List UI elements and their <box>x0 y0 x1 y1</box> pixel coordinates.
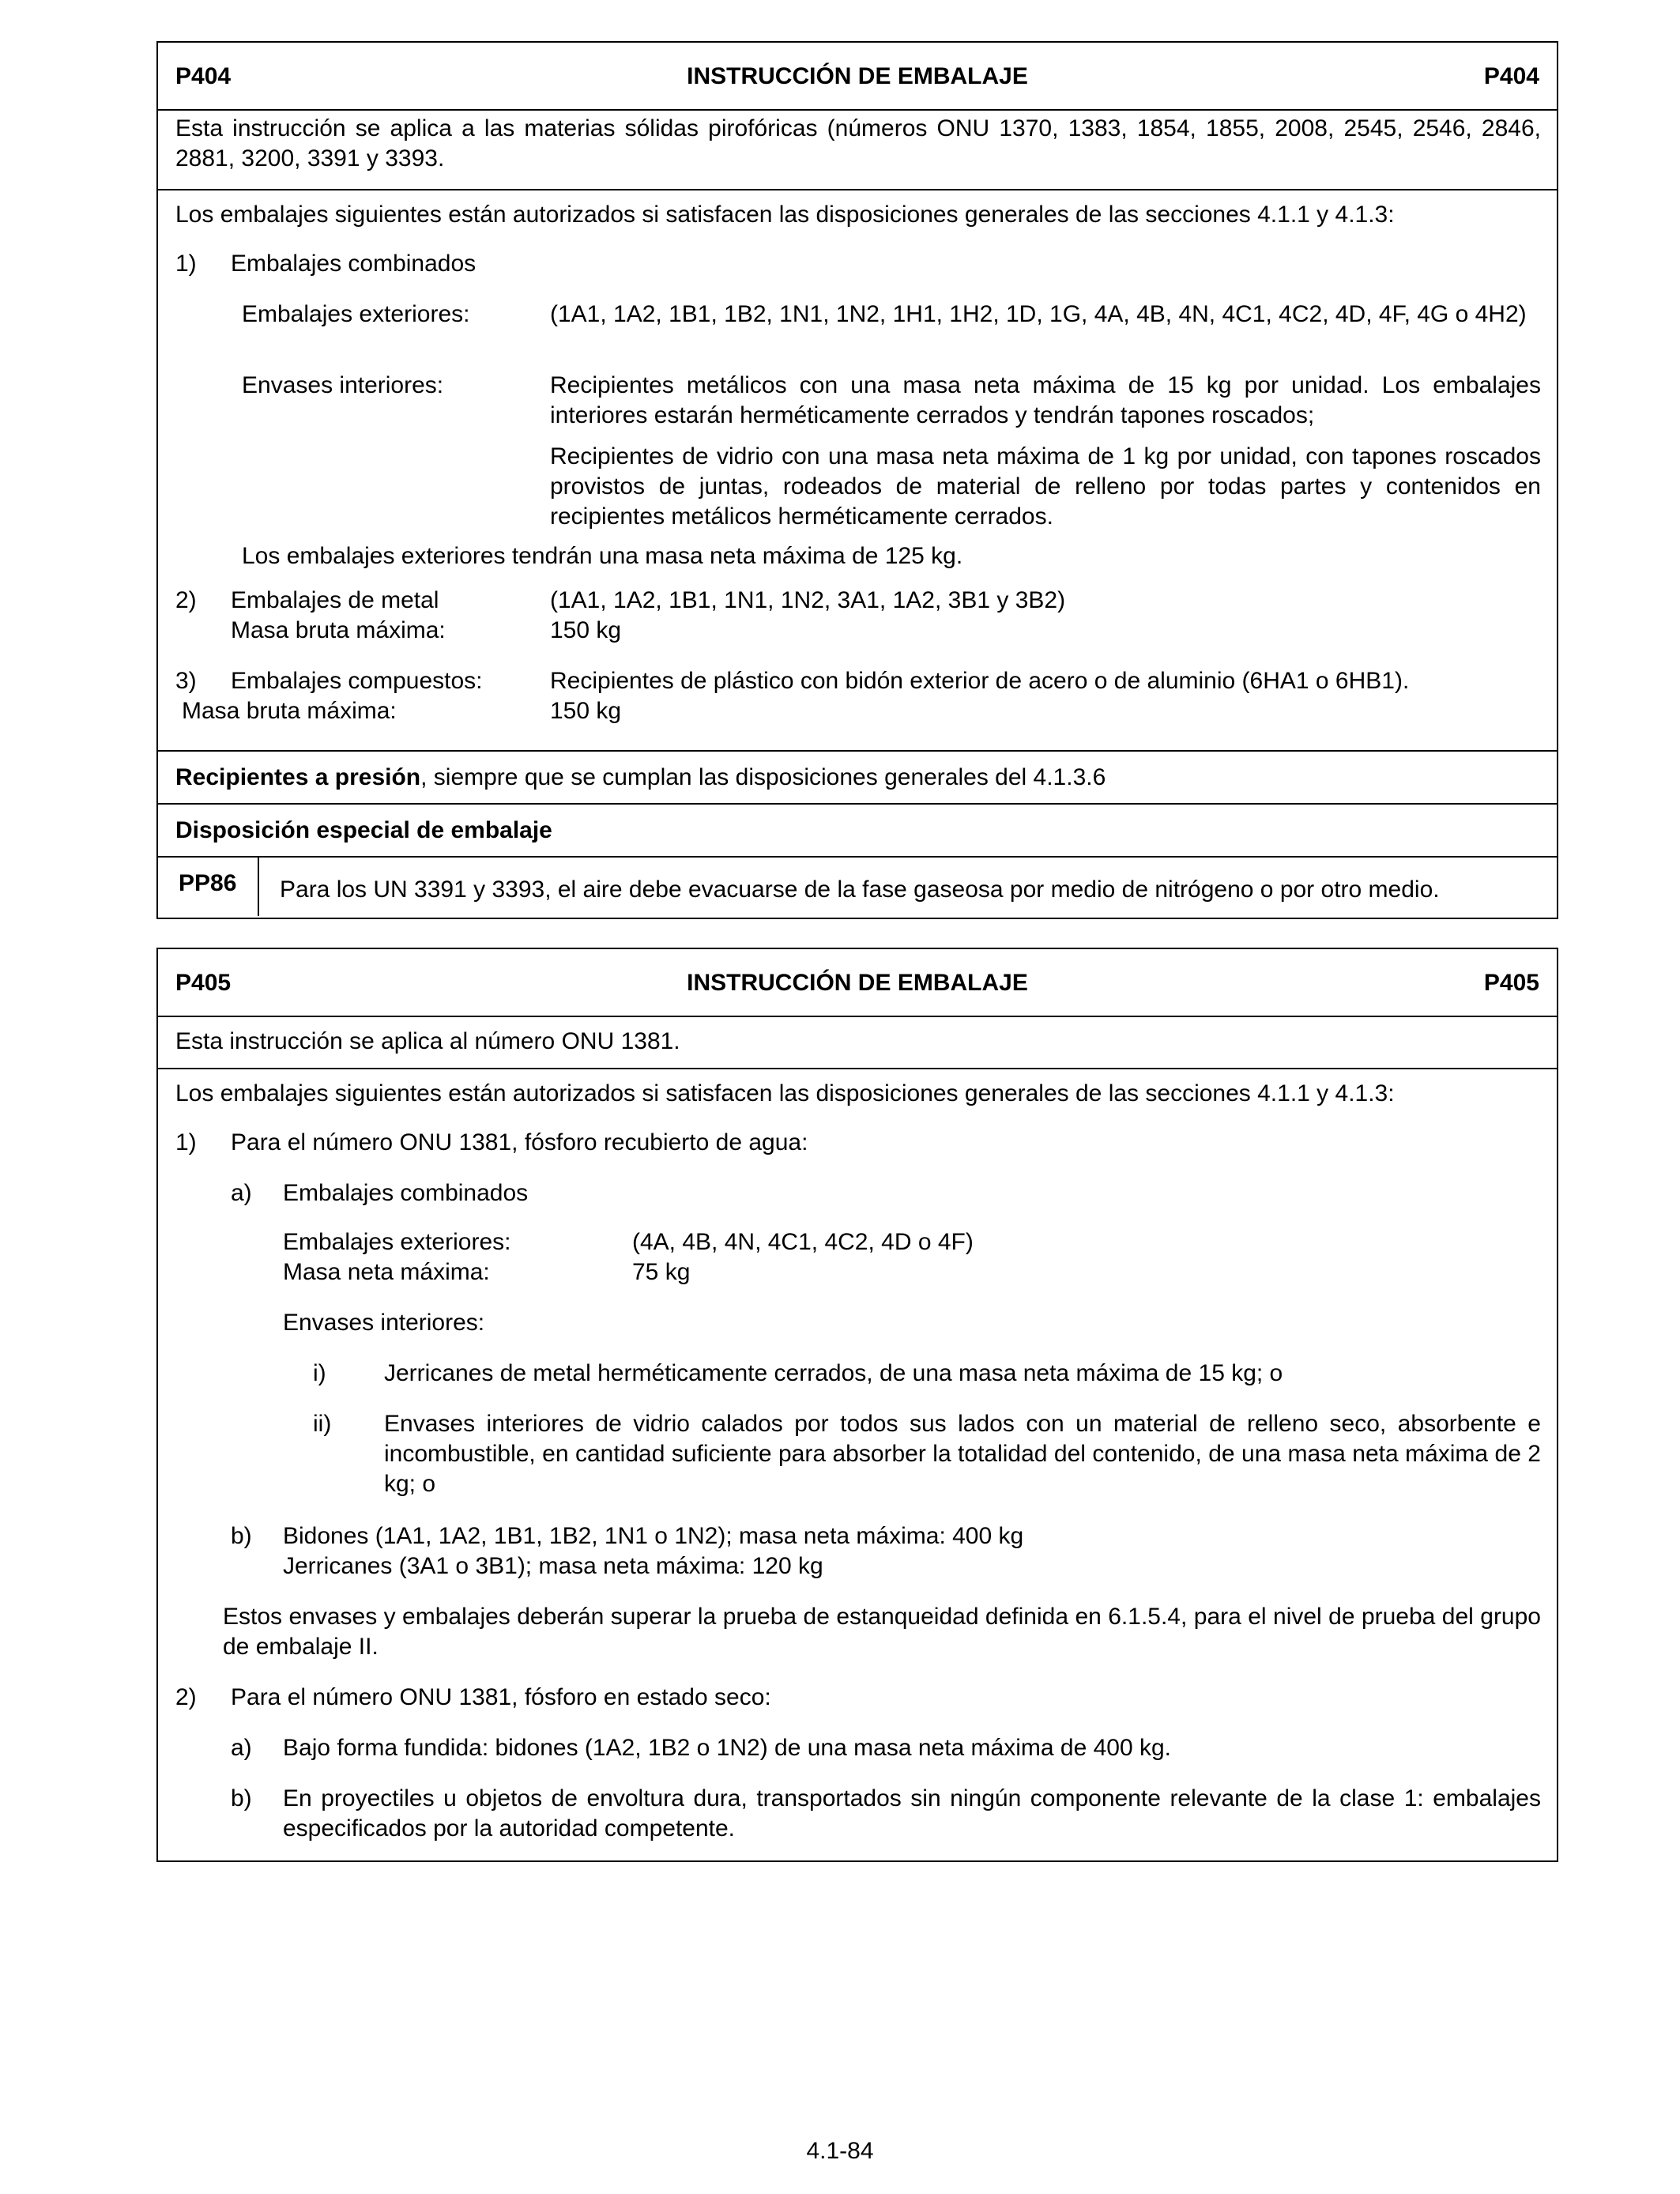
p405-b2-text: En proyectiles u objetos de envoltura dura, transportados sin ningún componente relevante de la clase 1: embalajes especificados por la autoridad competente. <box>283 1785 1541 1842</box>
p404-code-left: P404 <box>175 63 232 89</box>
p405-applies-row <box>158 1017 1557 1069</box>
p404-title: INSTRUCCIÓN DE EMBALAJE <box>687 63 1028 89</box>
p405-test-note: Estos envases y embalajes deberán superar la prueba de estanqueidad definida en 6.1.5.4, para el nivel de prueba del grupo de embalaje II. <box>223 1604 1541 1660</box>
p405-authorized-text: Los embalajes siguientes están autorizados si satisfacen las disposiciones generales de las secciones 4.1.1 y 4.1.3: <box>175 1080 1395 1106</box>
p405-item2-text: Para el número ONU 1381, fósforo en estado seco: <box>231 1684 771 1710</box>
p405-packagings-row <box>158 1069 1557 1860</box>
p404-item2-num: 2) <box>175 587 197 613</box>
p405-instruction-box <box>156 948 1558 1862</box>
p405-header <box>158 949 1557 1017</box>
p404-item3-num: 3) <box>175 668 197 694</box>
p404-inner-value-1: Recipientes metálicos con una masa neta máxima de 15 kg por unidad. Los embalajes interiores estarán herméticamente cerrados y tendrán tapones roscados; <box>550 372 1541 428</box>
p404-item2-mass-label: Masa bruta máxima: <box>231 617 446 643</box>
p405-inner-label: Envases interiores: <box>283 1310 485 1336</box>
p404-outer-label: Embalajes exteriores: <box>242 301 470 327</box>
p405-item1-num: 1) <box>175 1129 197 1155</box>
p404-instruction-box <box>156 41 1558 919</box>
p404-item1-num: 1) <box>175 251 197 277</box>
p405-mass-value: 75 kg <box>632 1259 691 1285</box>
p404-special-title: Disposición especial de embalaje <box>175 817 552 843</box>
p405-outer-value: (4A, 4B, 4N, 4C1, 4C2, 4D o 4F) <box>632 1229 974 1255</box>
p404-applies-text: Esta instrucción se aplica a las materias sólidas pirofóricas (números ONU 1370, 1383, 1854, 1855, 2008, 2545, 2546, 2846, 2881, 3200, 3391 y 3393. <box>175 115 1541 172</box>
p404-authorized-text: Los embalajes siguientes están autorizados si satisfacen las disposiciones generales de las secciones 4.1.1 y 4.1.3: <box>175 202 1395 228</box>
p404-item2-label: Embalajes de metal <box>231 587 439 613</box>
p405-a-label: Embalajes combinados <box>283 1180 529 1206</box>
p404-pressure-rest: , siempre que se cumplan las disposiciones generales del 4.1.3.6 <box>420 764 1106 790</box>
p405-ii-text: Envases interiores de vidrio calados por todos sus lados con un material de relleno seco, absorbente e incombustible, en cantidad suficiente para absorber la totalidad del contenido, de una masa neta máxima de 2 kg; o <box>384 1411 1541 1497</box>
p404-item3-value: Recipientes de plástico con bidón exterior de acero o de aluminio (6HA1 o 6HB1). <box>550 668 1410 694</box>
p405-a2-text: Bajo forma fundida: bidones (1A2, 1B2 o 1N2) de una masa neta máxima de 400 kg. <box>283 1735 1172 1761</box>
p404-pressure-text <box>175 763 1106 793</box>
p404-header <box>158 43 1557 111</box>
p405-i-text: Jerricanes de metal herméticamente cerrados, de una masa neta máxima de 15 kg; o <box>384 1360 1283 1386</box>
p404-item3-label: Embalajes compuestos: <box>231 668 483 694</box>
p405-b-line1: Bidones (1A1, 1A2, 1B1, 1B2, 1N1 o 1N2); masa neta máxima: 400 kg <box>283 1523 1024 1549</box>
page-number: 4.1-84 <box>806 2138 874 2164</box>
p405-code-right: P405 <box>1483 970 1539 996</box>
p405-a2-num: a) <box>231 1735 252 1761</box>
p404-item3-mass-label: Masa bruta máxima: <box>182 698 397 724</box>
p404-special-row <box>158 805 1557 858</box>
p404-packagings-row <box>158 190 1557 752</box>
p404-item2-value: (1A1, 1A2, 1B1, 1N1, 1N2, 3A1, 1A2, 3B1 y 3B2) <box>550 587 1066 613</box>
p405-applies-text: Esta instrucción se aplica al número ONU 1381. <box>175 1028 680 1054</box>
p405-title: INSTRUCCIÓN DE EMBALAJE <box>687 970 1028 996</box>
p405-outer-label: Embalajes exteriores: <box>283 1229 511 1255</box>
p405-code-left: P405 <box>175 970 232 996</box>
pp86-code: PP86 <box>179 870 237 896</box>
p404-pressure-bold: Recipientes a presión <box>175 764 421 790</box>
pp86-text: Para los UN 3391 y 3393, el aire debe evacuarse de la fase gaseosa por medio de nitrógeno o por otro medio. <box>280 876 1440 903</box>
p404-inner-label: Envases interiores: <box>242 372 444 398</box>
p405-i-num: i) <box>313 1360 326 1386</box>
p404-code-right: P404 <box>1483 63 1539 89</box>
p405-b-line2: Jerricanes (3A1 o 3B1); masa neta máxima: 120 kg <box>283 1553 823 1579</box>
p404-item2-mass-value: 150 kg <box>550 617 622 643</box>
p405-a-num: a) <box>231 1180 252 1206</box>
p405-mass-label: Masa neta máxima: <box>283 1259 490 1285</box>
p404-outer-mass-note: Los embalajes exteriores tendrán una masa neta máxima de 125 kg. <box>242 543 963 569</box>
p405-ii-num: ii) <box>313 1411 332 1437</box>
p405-item2-num: 2) <box>175 1684 197 1710</box>
p404-outer-value: (1A1, 1A2, 1B1, 1B2, 1N1, 1N2, 1H1, 1H2, 1D, 1G, 4A, 4B, 4N, 4C1, 4C2, 4D, 4F, 4G o 4H2) <box>550 301 1527 327</box>
p404-item3-mass-value: 150 kg <box>550 698 622 724</box>
p404-pp86-row <box>158 858 1557 918</box>
p404-pressure-row <box>158 752 1557 805</box>
pp86-code-cell <box>158 858 259 916</box>
p405-b2-num: b) <box>231 1785 252 1811</box>
p404-inner-value-2: Recipientes de vidrio con una masa neta máxima de 1 kg por unidad, con tapones roscados provistos de juntas, rodeados de material de relleno por todas partes y contenidos en recipientes metálicos herméticamente cerrados. <box>550 443 1541 530</box>
p404-applies-row <box>158 111 1557 190</box>
p405-item1-text: Para el número ONU 1381, fósforo recubierto de agua: <box>231 1129 808 1155</box>
p405-b-num: b) <box>231 1523 252 1549</box>
p404-item1-label: Embalajes combinados <box>231 251 477 277</box>
